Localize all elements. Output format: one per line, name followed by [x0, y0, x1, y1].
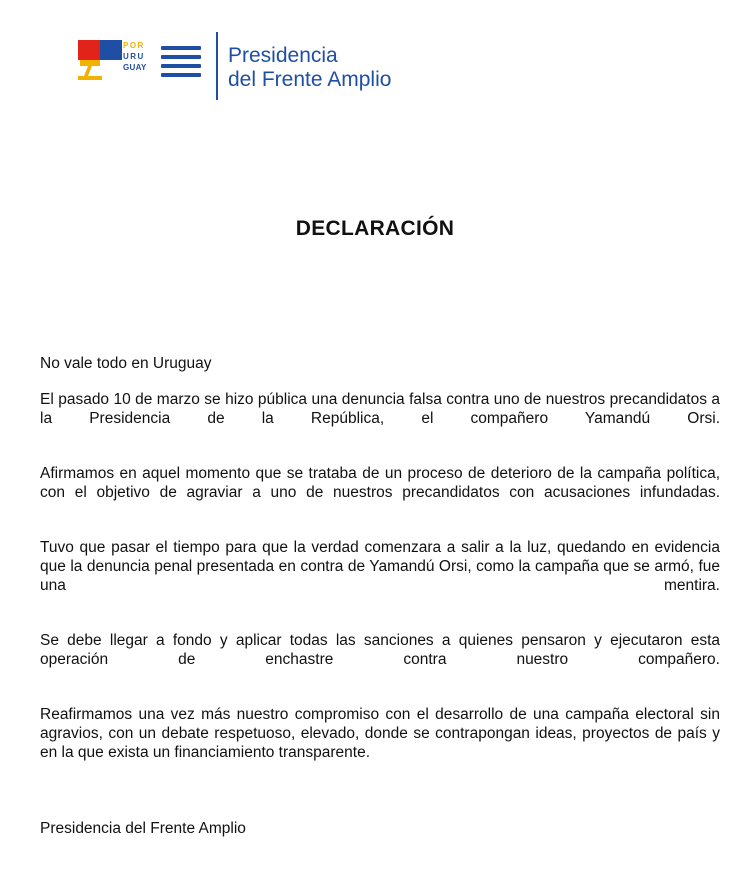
header-divider: [216, 32, 218, 100]
por-uruguay-flag-icon: [78, 40, 126, 84]
por-uruguay-wordmark: [123, 40, 151, 73]
logo-word-por: POR: [123, 41, 145, 50]
paragraph-2: Afirmamos en aquel momento que se trataba de un proceso de deterioro de la campaña política, con el objetivo de agraviar a uno de nuestros precandidatos con acusaciones infundadas.: [40, 465, 720, 501]
paragraph-3: Tuvo que pasar el tiempo para que la verdad comenzara a salir a la luz, quedando en evidencia que la denuncia penal presentada en contra de Yamandú Orsi, como la campaña que se armó, fue una mentira.: [40, 539, 720, 594]
brand-name: [228, 44, 391, 92]
logo-word-guay: GUAY: [123, 63, 147, 72]
letterhead: [78, 30, 438, 102]
document-title: DECLARACIÓN: [295, 217, 455, 240]
declaration-body: [40, 354, 720, 779]
paragraph-subtitle: No vale todo en Uruguay: [40, 355, 212, 372]
brand-line-1: Presidencia: [228, 44, 338, 67]
paragraph-4: Se debe llegar a fondo y aplicar todas las sanciones a quienes pensaron y ejecutaron esta operación de enchastre contra nuestro compañero.: [40, 632, 720, 668]
logo-word-uru: URU: [123, 52, 145, 61]
paragraph-1: El pasado 10 de marzo se hizo pública una denuncia falsa contra uno de nuestros precandidatos a la Presidencia de la República, el compañero Yamandú Orsi.: [40, 391, 720, 427]
signature: Presidencia del Frente Amplio: [40, 820, 246, 837]
blue-stripes-icon: [161, 46, 201, 82]
paragraph-5: Reafirmamos una vez más nuestro compromiso con el desarrollo de una campaña electoral sin agravios, con un debate respetuoso, elevado, donde se contrapongan ideas, proyectos de país y en la que exista un financiamiento transparente.: [40, 706, 720, 761]
brand-line-2: del Frente Amplio: [228, 68, 392, 91]
